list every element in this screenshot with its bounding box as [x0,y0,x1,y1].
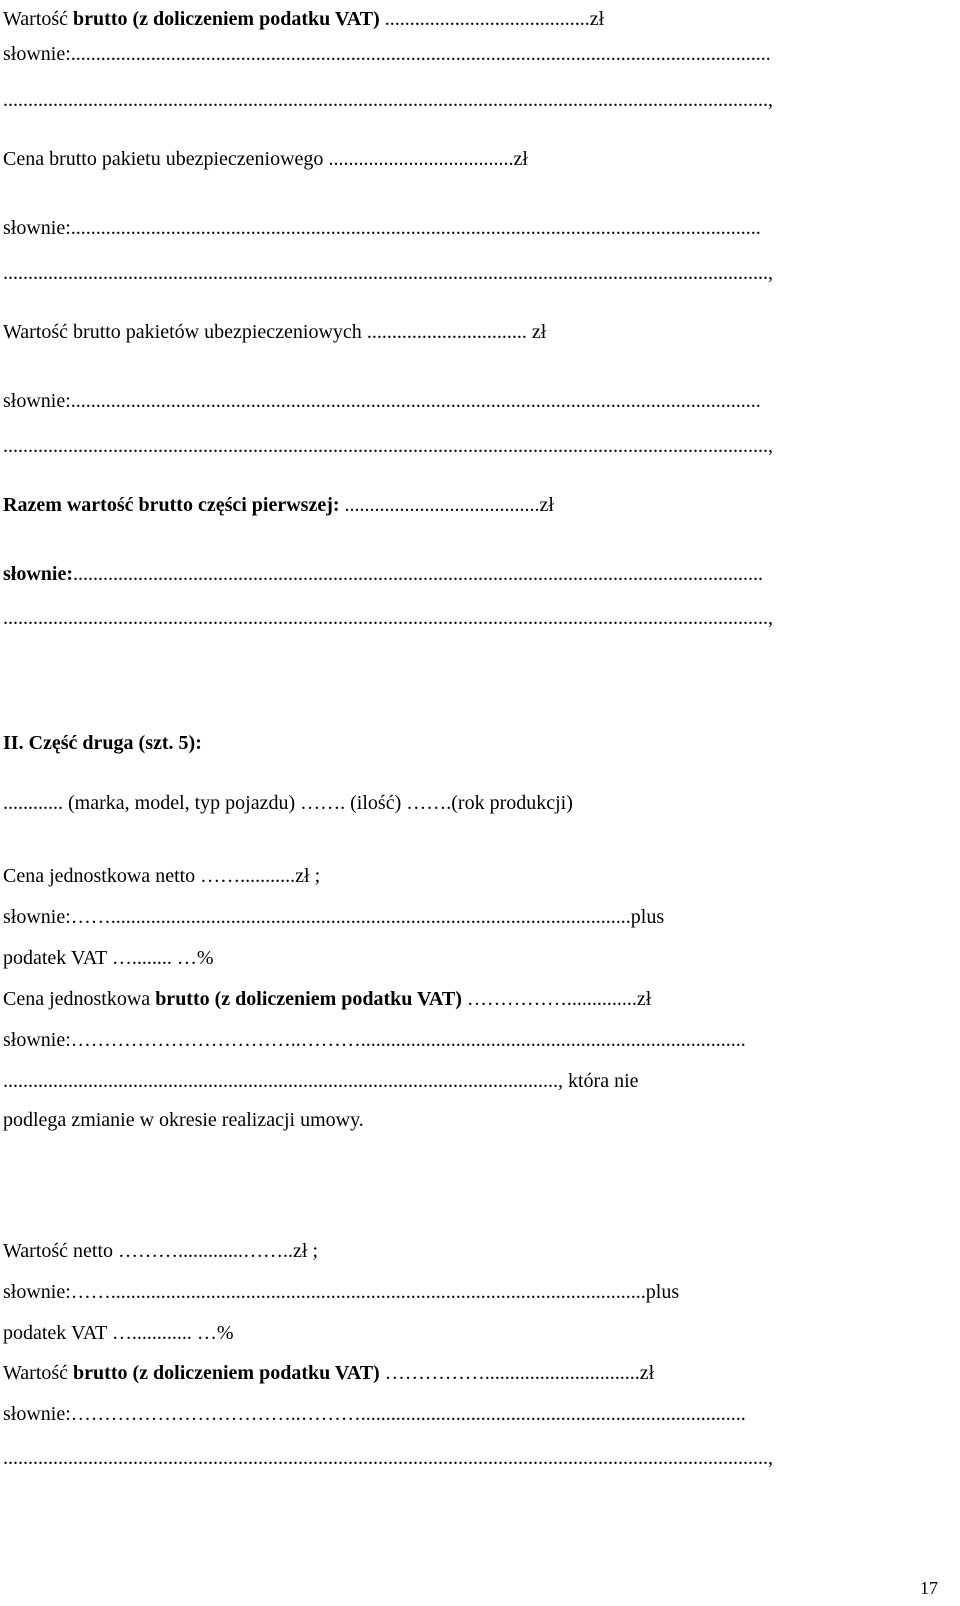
words-line: słownie:.......................................................................................................................................... [3,390,761,412]
vat-line: podatek VAT …............ …% [3,1322,234,1344]
words-line: słownie:……………………………..………............................................................................. [3,1403,746,1425]
unit-gross-price-line: Cena jednostkowa brutto (z doliczeniem podatku VAT) ……………..............zł [3,988,652,1010]
note-line: podlega zmianie w okresie realizacji umowy. [3,1109,364,1131]
words-continuation: ........................................................................................................................................................., [3,435,773,457]
words-continuation: ..............................................................................................................., która nie [3,1070,639,1092]
part-one-total-line: Razem wartość brutto części pierwszej: .......................................zł [3,494,554,516]
gross-value-label: brutto (z doliczeniem podatku VAT) [73,8,380,30]
total-gross-line: Wartość brutto (z doliczeniem podatku VAT) ……………...............................zł [3,1362,655,1384]
amount-fill: .........................................zł [379,8,605,30]
gross-value-line: Wartość brutto (z doliczeniem podatku VAT) .........................................zł [3,8,605,30]
total-net-line: Wartość netto ……….............……..zł ; [3,1240,319,1262]
words-continuation: ........................................................................................................................................................., [3,607,773,629]
words-line: słownie:……........................................................................................................plus [3,906,665,928]
words-line: słownie:……………………………..………............................................................................. [3,1029,746,1051]
insurance-packages-value-line: Wartość brutto pakietów ubezpieczeniowych ................................ zł [3,321,547,343]
words-line: słownie:.......................................................................................................................................... [3,217,761,239]
words-line: słownie:............................................................................................................................................ [3,43,771,65]
words-line: słownie:.......................................................................................................................................... [3,563,763,585]
vehicle-line: ............ (marka, model, typ pojazdu) ……. (ilość) …….(rok produkcji) [3,792,573,814]
vat-line: podatek VAT …........ …% [3,947,214,969]
unit-net-price-line: Cena jednostkowa netto ……...........zł ; [3,865,321,887]
page-number: 17 [920,1578,938,1598]
words-continuation: ........................................................................................................................................................., [3,89,773,111]
words-continuation: ........................................................................................................................................................., [3,1447,773,1469]
part-two-heading: II. Część druga (szt. 5): [3,732,202,754]
words-continuation: ........................................................................................................................................................., [3,262,773,284]
insurance-package-price-line: Cena brutto pakietu ubezpieczeniowego .....................................zł [3,148,528,170]
words-line: słownie:……...........................................................................................................plus [3,1281,680,1303]
